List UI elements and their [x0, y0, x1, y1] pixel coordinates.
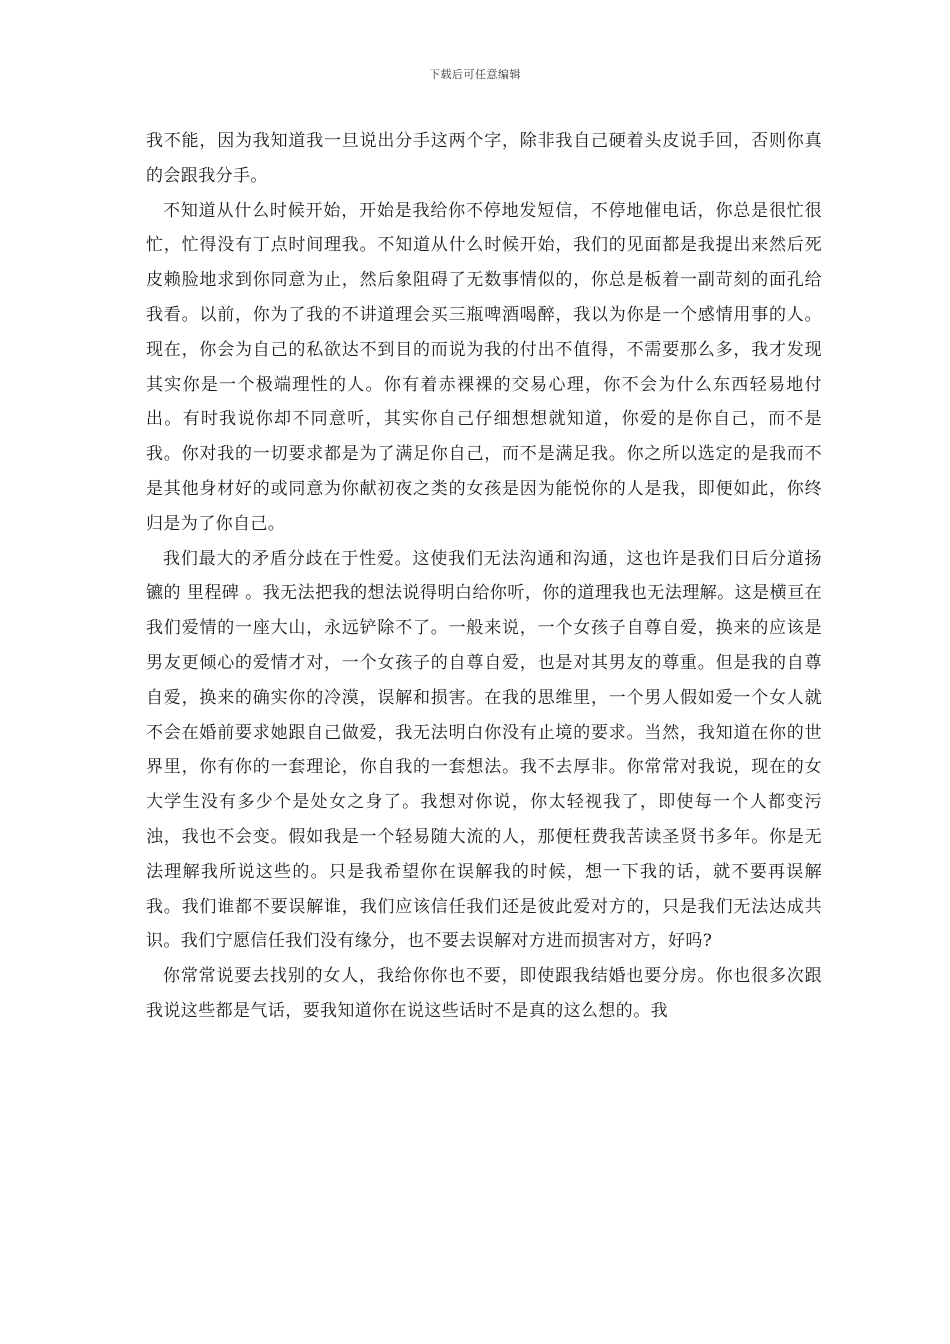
paragraph: 我不能，因为我知道我一旦说出分手这两个字，除非我自己硬着头皮说手回，否则你真的会跟我分手。 — [146, 131, 822, 186]
paragraph: 你常常说要去找别的女人，我给你你也不要，即使跟我结婚也要分房。你也很多次跟我说这些都是气话，要我知道你在说这些话时不是真的这么想的。我 — [146, 966, 822, 1021]
paragraph: 我们最大的矛盾分歧在于性爱。这使我们无法沟通和沟通，这也许是我们日后分道扬镳的 里程碑 。我无法把我的想法说得明白给你听，你的道理我也无法理解。这是横亘在我们爱情的一座大山，永远铲除不了。一般来说，一个女孩子自尊自爱，换来的应该是男友更倾心的爱情才对，一个女孩子的自尊自爱，也是对其男友的尊重。但是我的自尊自爱，换来的确实你的冷漠，误解和损害。在我的思维里，一个男人假如爱一个女人就不会在婚前要求她跟自己做爱，我无法明白你没有止境的要求。当然，我知道在你的世界里，你有你的一套理论，你自我的一套想法。我不去厚非。你常常对我说，现在的女大学生没有多少个是处女之身了。我想对你说，你太轻视我了，即使每一个人都变污浊，我也不会变。假如我是一个轻易随大流的人，那便枉费我苦读圣贤书多年。你是无法理解我所说这些的。只是我希望你在误解我的时候，想一下我的话，就不要再误解我。我们谁都不要误解谁，我们应该信任我们还是彼此爱对方的，只是我们无法达成共识。我们宁愿信任我们没有缘分，也不要去误解对方进而损害对方，好吗? — [146, 548, 822, 952]
document-body — [146, 124, 822, 1029]
paragraph: 不知道从什么时候开始，开始是我给你不停地发短信，不停地催电话，你总是很忙很忙，忙得没有丁点时间理我。不知道从什么时候开始，我们的见面都是我提出来然后死皮赖脸地求到你同意为止，然后象阻碍了无数事情似的，你总是板着一副苛刻的面孔给我看。以前，你为了我的不讲道理会买三瓶啤酒喝醉，我以为你是一个感情用事的人。现在，你会为自己的私欲达不到目的而说为我的付出不值得，不需要那么多，我才发现其实你是一个极端理性的人。你有着赤裸裸的交易心理，你不会为什么东西轻易地付出。有时我说你却不同意听，其实你自己仔细想想就知道，你爱的是你自己，而不是我。你对我的一切要求都是为了满足你自己，而不是满足我。你之所以选定的是我而不是其他身材好的或同意为你献初夜之类的女孩是因为能悦你的人是我，即便如此，你终归是为了你自己。 — [146, 200, 822, 534]
page-header: 下载后可任意编辑 — [429, 68, 521, 81]
